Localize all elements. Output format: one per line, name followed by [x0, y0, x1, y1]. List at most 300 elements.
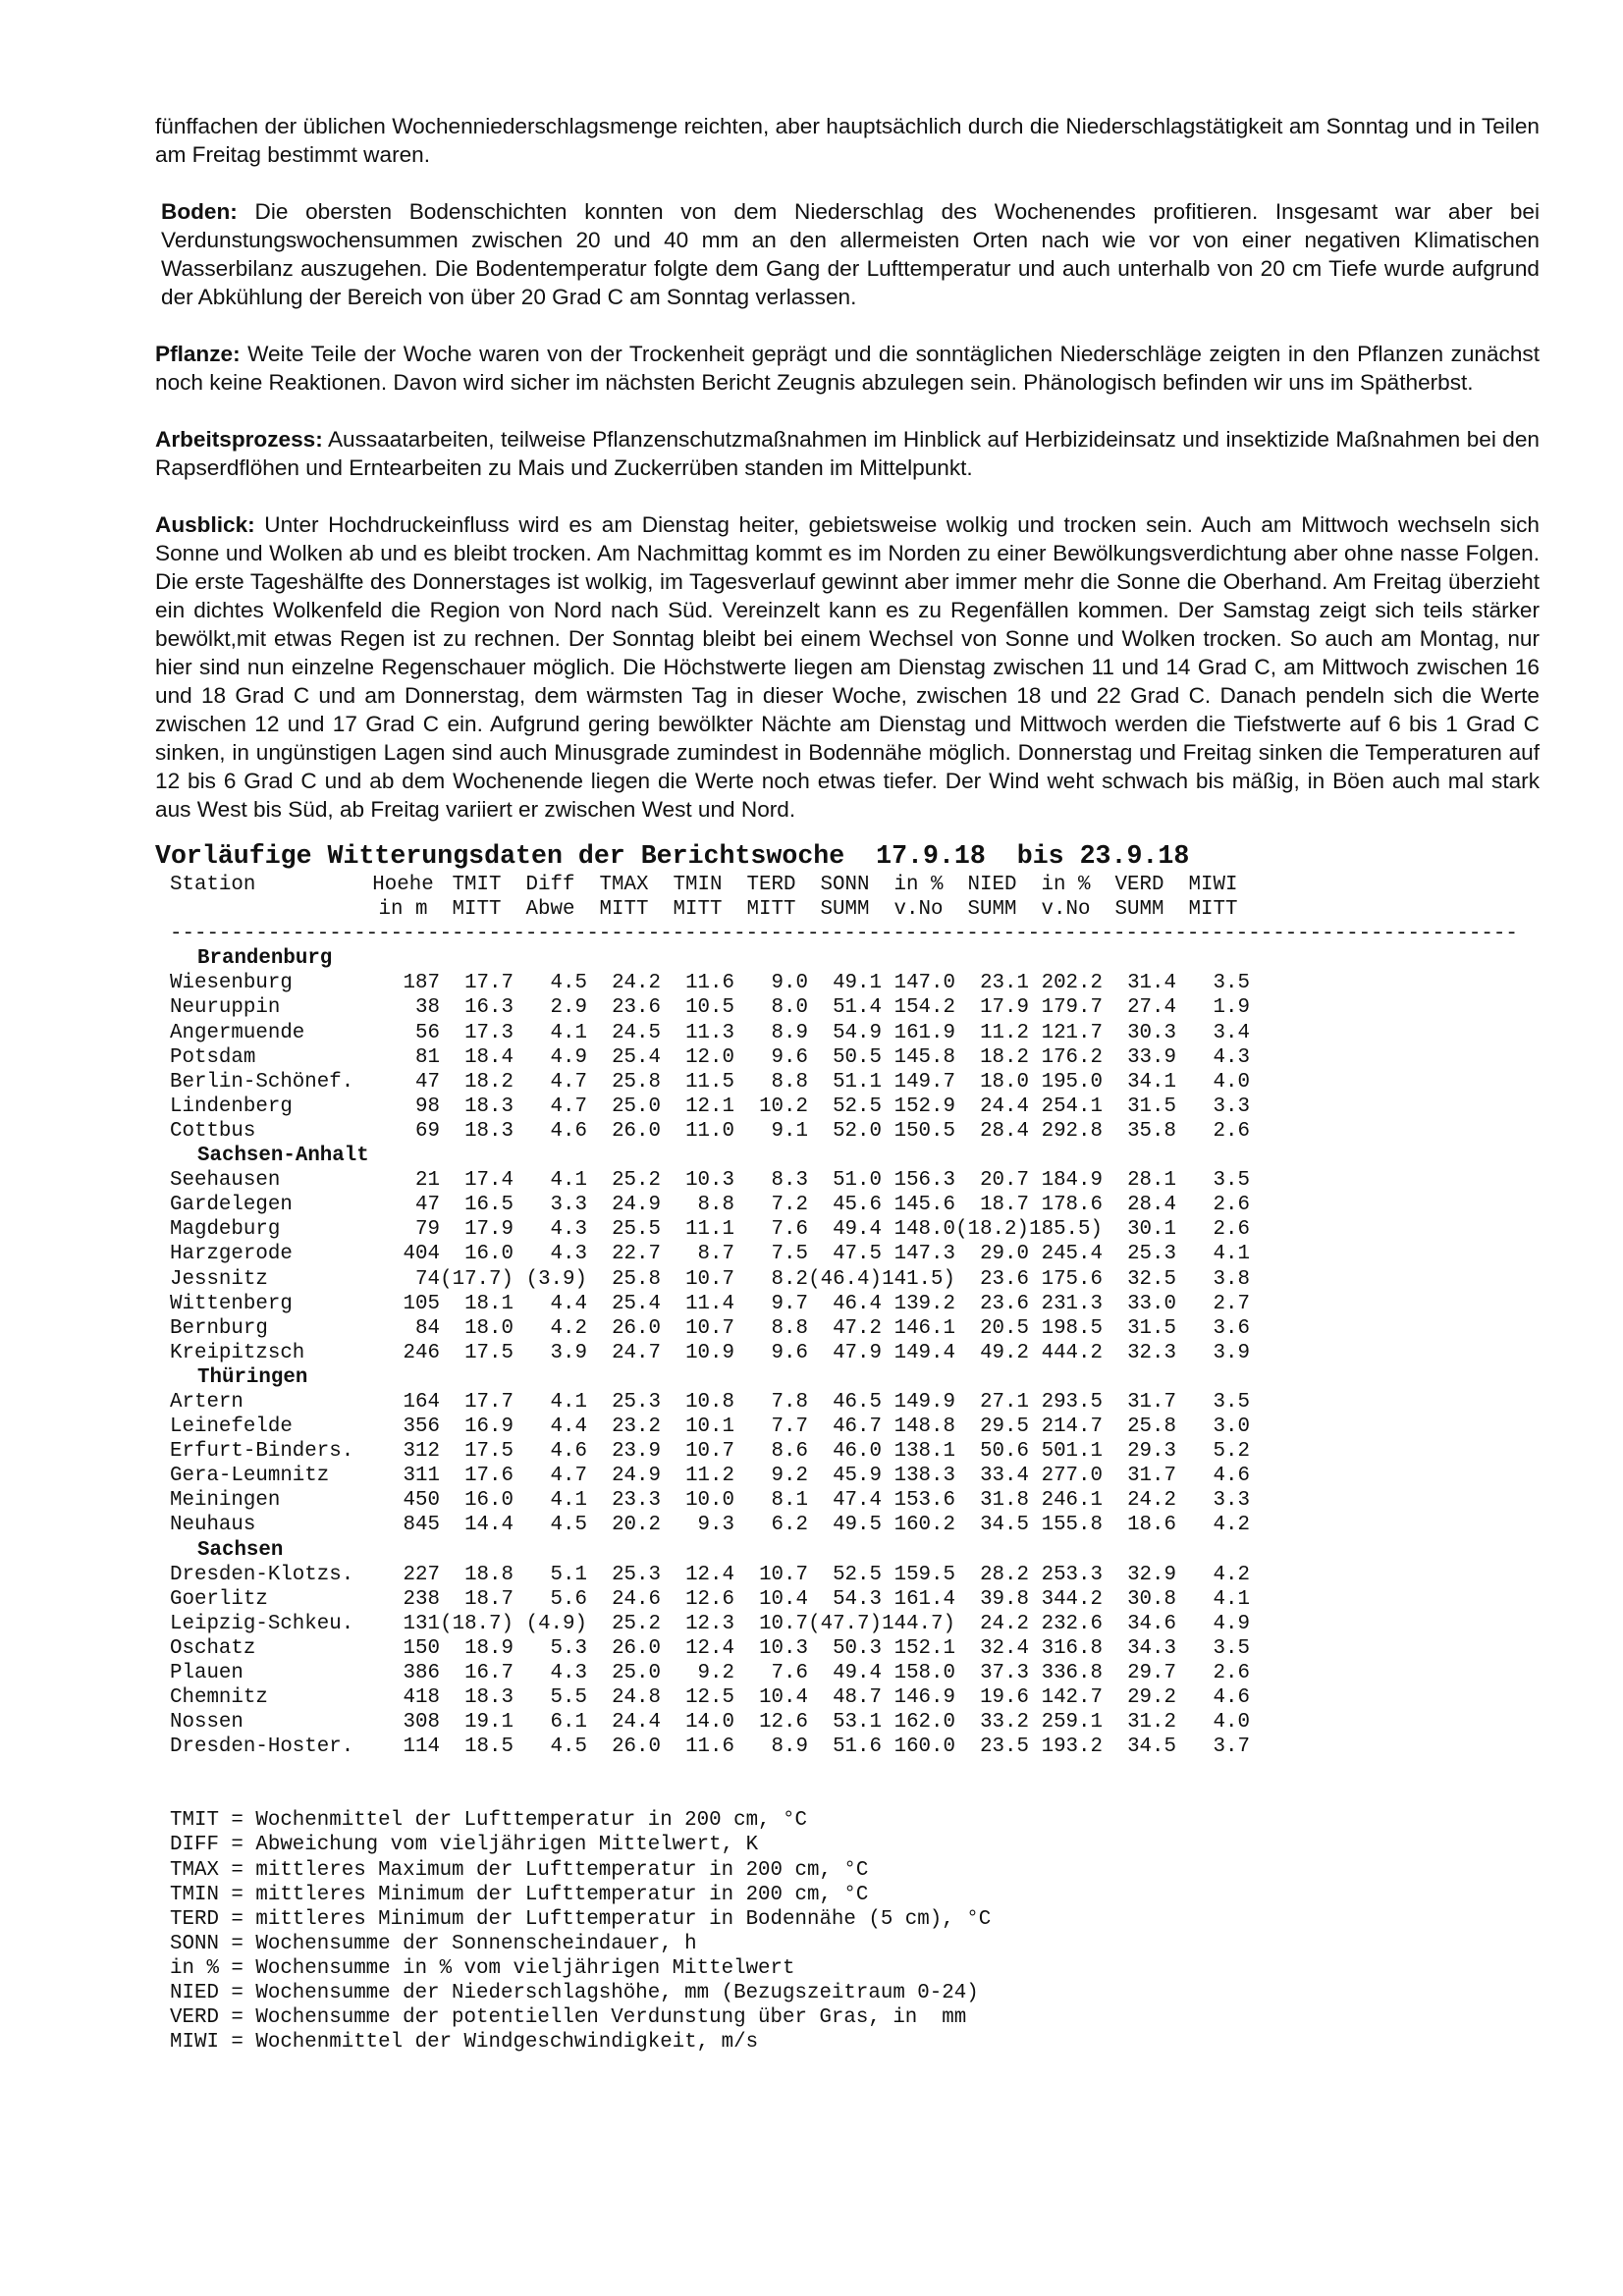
legend-line: MIWI = Wochenmittel der Windgeschwindigkeit, m/s	[170, 2031, 759, 2055]
table-cell: 54.9	[833, 1021, 882, 1044]
table-cell: 4.3	[1213, 1045, 1250, 1069]
table-cell: 4.3	[550, 1243, 587, 1266]
table-cell: 18.0	[464, 1316, 514, 1340]
table-cell: 47	[415, 1070, 440, 1094]
table-cell: 51.6	[833, 1735, 882, 1759]
table-cell: Lindenberg	[170, 1095, 293, 1118]
table-cell: 179.7	[1041, 996, 1103, 1020]
table-cell: 4.5	[550, 972, 587, 995]
table-cell: 34.1	[1127, 1070, 1176, 1094]
table-cell: 158.0	[893, 1662, 955, 1684]
table-cell: 49.5	[833, 1514, 882, 1537]
table-cell: 9.1	[771, 1119, 808, 1143]
table-header-cell: MITT	[452, 898, 502, 922]
table-cell: 33.0	[1127, 1292, 1176, 1315]
table-cell: 7.8	[771, 1390, 808, 1414]
table-cell: 23.5	[980, 1735, 1029, 1759]
document-page	[155, 112, 1540, 2055]
table-cell: 23.6	[980, 1267, 1029, 1291]
table-cell: 3.8	[1213, 1267, 1250, 1291]
table-cell: 3.6	[1213, 1316, 1250, 1340]
table-row	[170, 1021, 1540, 1045]
table-cell: 98	[415, 1095, 440, 1118]
table-cell: 3.3	[550, 1194, 587, 1217]
table-cell: 33.9	[1127, 1045, 1176, 1069]
table-cell: 147.3	[893, 1243, 955, 1266]
table-header-row	[170, 873, 1540, 897]
table-cell: 18.3	[464, 1119, 514, 1143]
table-cell: 4.4	[550, 1292, 587, 1315]
table-cell: 11.6	[685, 1735, 734, 1759]
table-cell: 25.3	[1127, 1243, 1176, 1266]
table-row	[170, 971, 1540, 995]
table-cell: 4.1	[1213, 1587, 1250, 1611]
table-cell: 150.5	[893, 1119, 955, 1143]
table-cell: 150	[403, 1636, 440, 1660]
table-cell: 18.7	[980, 1194, 1029, 1217]
table-cell: 18.3	[464, 1686, 514, 1710]
table-header-cell: MITT	[673, 898, 723, 922]
table-cell: 8.6	[771, 1440, 808, 1464]
table-cell: 178.6	[1041, 1194, 1103, 1217]
table-cell: 47.2	[833, 1316, 882, 1340]
table-cell: Meiningen	[170, 1489, 281, 1513]
table-cell: 16.0	[464, 1243, 514, 1266]
table-cell: 232.6	[1041, 1612, 1103, 1635]
table-cell: 9.2	[771, 1465, 808, 1488]
table-cell: 10.7	[685, 1267, 734, 1291]
table-cell: 25.2	[612, 1612, 661, 1635]
table-cell: 31.4	[1127, 972, 1176, 995]
table-header-cell: Diff	[525, 874, 575, 896]
table-header-cell: TMIT	[452, 874, 502, 896]
table-cell: 51.4	[833, 996, 882, 1020]
table-cell: 308	[403, 1711, 440, 1735]
table-cell: 11.2	[980, 1021, 1029, 1044]
table-cell: 54.3	[833, 1587, 882, 1611]
table-cell: 12.3	[685, 1612, 734, 1635]
table-cell: 24.9	[612, 1465, 661, 1488]
table-cell: 26.0	[612, 1735, 661, 1759]
table-cell: 149.7	[893, 1070, 955, 1094]
table-cell: 253.3	[1041, 1563, 1103, 1586]
table-cell: 17.9	[464, 1218, 514, 1242]
table-cell: 10.9	[685, 1341, 734, 1364]
table-cell: 149.4	[893, 1341, 955, 1364]
table-cell: 154.2	[893, 996, 955, 1020]
table-row	[170, 1193, 1540, 1217]
table-cell: 160.0	[893, 1735, 955, 1759]
table-cell: 11.6	[685, 972, 734, 995]
table-cell: 25.3	[612, 1390, 661, 1414]
table-cell: (18.7)	[440, 1612, 514, 1635]
table-cell: 4.3	[550, 1662, 587, 1684]
table-cell: 18.1	[464, 1292, 514, 1315]
table-cell: 8.3	[771, 1169, 808, 1193]
table-cell: 37.3	[980, 1662, 1029, 1684]
table-cell: 4.7	[550, 1465, 587, 1488]
table-cell: 34.5	[980, 1514, 1029, 1537]
table-cell: 386	[403, 1662, 440, 1684]
table-header-cell: in %	[893, 874, 944, 896]
table-cell: 187	[403, 972, 440, 995]
table-cell: 24.7	[612, 1341, 661, 1364]
table-cell: 139.2	[893, 1292, 955, 1315]
table-cell: 29.5	[980, 1415, 1029, 1439]
legend-line: in % = Wochensumme in % vom vieljährigen Mittelwert	[170, 1956, 795, 1980]
table-row	[170, 1119, 1540, 1144]
table-cell: 19.1	[464, 1711, 514, 1735]
table-cell: 24.2	[612, 972, 661, 995]
table-header-cell: VERD	[1114, 874, 1164, 896]
table-cell: 23.1	[980, 972, 1029, 995]
table-header-row	[170, 897, 1540, 922]
table-cell: 46.0	[833, 1440, 882, 1464]
table-cell: 24.4	[980, 1095, 1029, 1118]
table-cell: 3.5	[1213, 1390, 1250, 1414]
table-cell: 198.5	[1041, 1316, 1103, 1340]
table-cell: 131	[403, 1612, 440, 1635]
table-cell: 3.7	[1213, 1735, 1250, 1759]
table-cell: 30.1	[1127, 1218, 1176, 1242]
table-cell: 14.0	[685, 1711, 734, 1735]
table-cell: 20.7	[980, 1169, 1029, 1193]
table-cell: 8.9	[771, 1021, 808, 1044]
table-cell: 17.4	[464, 1169, 514, 1193]
table-cell: 3.9	[550, 1341, 587, 1364]
table-cell: 45.6	[833, 1194, 882, 1217]
table-header-cell: MITT	[746, 898, 796, 922]
table-cell: 18.4	[464, 1045, 514, 1069]
table-cell: 29.3	[1127, 1440, 1176, 1464]
table-cell: 4.9	[1213, 1612, 1250, 1635]
table-cell: 9.6	[771, 1045, 808, 1069]
table-cell: 11.3	[685, 1021, 734, 1044]
table-cell: 84	[415, 1316, 440, 1340]
table-cell: 47.5	[833, 1243, 882, 1266]
table-cell: (47.7)	[808, 1612, 882, 1635]
table-header-cell: TMAX	[599, 874, 649, 896]
table-cell: 32.3	[1127, 1341, 1176, 1364]
table-cell: (17.7)	[440, 1267, 514, 1291]
table-cell: 14.4	[464, 1514, 514, 1537]
boden-text: Die obersten Bodenschichten konnten von dem Niederschlag des Wochenendes profitieren. Insgesamt war aber bei Verdunstungswochensummen zwischen 20 und 40 mm an den allermeisten Orten nach wie vor von einer negativen Klimatischen Wasserbilanz auszugehen. Die Bodentemperatur folgte dem Gang der Lufttemperatur und auch unterhalb von 20 cm Tiefe wurde aufgrund der Abkühlung der Bereich von über 20 Grad C am Sonntag verlassen.	[161, 199, 1540, 309]
table-cell: 12.6	[759, 1711, 808, 1735]
table-cell: 52.0	[833, 1119, 882, 1143]
table-cell: 31.7	[1127, 1465, 1176, 1488]
table-cell: 8.0	[771, 996, 808, 1020]
table-cell: 12.5	[685, 1686, 734, 1710]
table-cell: Erfurt-Binders.	[170, 1440, 354, 1464]
table-cell: 49.4	[833, 1662, 882, 1684]
table-cell: 25.5	[612, 1218, 661, 1242]
table-header-cell: SUMM	[820, 898, 870, 922]
table-cell: Goerlitz	[170, 1587, 268, 1611]
legend-line: TMIN = mittleres Minimum der Lufttemperatur in 200 cm, °C	[170, 1883, 869, 1906]
table-row	[170, 1612, 1540, 1636]
table-cell: 145.8	[893, 1045, 955, 1069]
table-cell: 24.2	[1127, 1489, 1176, 1513]
legend-line: SONN = Wochensumme der Sonnenscheindauer, h	[170, 1932, 697, 1955]
table-cell: 3.0	[1213, 1415, 1250, 1439]
table-cell: 6.2	[771, 1514, 808, 1537]
table-cell: 185.5)	[1029, 1218, 1103, 1242]
table-cell: 5.6	[550, 1587, 587, 1611]
table-cell: 4.7	[550, 1070, 587, 1094]
table-cell: 18.0	[980, 1070, 1029, 1094]
table-cell: 254.1	[1041, 1095, 1103, 1118]
table-cell: 25.8	[612, 1070, 661, 1094]
table-cell: 34.5	[1127, 1735, 1176, 1759]
table-cell: 34.6	[1127, 1612, 1176, 1635]
table-cell: 24.4	[612, 1711, 661, 1735]
table-cell: 49.1	[833, 972, 882, 995]
table-cell: 18.6	[1127, 1514, 1176, 1537]
boden-label: Boden:	[161, 199, 238, 224]
table-cell: 10.8	[685, 1390, 734, 1414]
table-cell: 238	[403, 1587, 440, 1611]
table-cell: 10.3	[759, 1636, 808, 1660]
table-header-cell	[170, 897, 366, 922]
table-cell: 11.2	[685, 1465, 734, 1488]
table-cell: 23.6	[980, 1292, 1029, 1315]
table-cell: Jessnitz	[170, 1267, 268, 1291]
arbeitsprozess-text: Aussaatarbeiten, teilweise Pflanzenschutzmaßnahmen im Hinblick auf Herbizideinsatz und insektizide Maßnahmen bei den Rapserdflöhen und Erntearbeiten zu Mais und Zuckerrüben standen im Mittelpunkt.	[155, 427, 1540, 480]
table-cell: Plauen	[170, 1662, 243, 1684]
ausblick-label: Ausblick:	[155, 512, 255, 537]
table-cell: 3.5	[1213, 1169, 1250, 1193]
table-cell: 292.8	[1041, 1119, 1103, 1143]
table-cell: 81	[415, 1045, 440, 1069]
table-cell: 444.2	[1041, 1341, 1103, 1364]
table-cell: 246	[403, 1341, 440, 1364]
table-cell: 12.6	[685, 1587, 734, 1611]
table-header-cell: MITT	[599, 898, 649, 922]
table-cell: 10.7	[685, 1316, 734, 1340]
table-cell: 25.3	[612, 1563, 661, 1586]
table-row	[170, 1045, 1540, 1070]
table-cell: 7.7	[771, 1415, 808, 1439]
table-cell: Potsdam	[170, 1045, 256, 1069]
table-cell: 356	[403, 1415, 440, 1439]
table-cell: 52.5	[833, 1563, 882, 1586]
table-cell: 9.0	[771, 972, 808, 995]
table-header-cell: v.No	[893, 898, 944, 922]
table-cell: 33.4	[980, 1465, 1029, 1488]
table-cell: 246.1	[1041, 1489, 1103, 1513]
table-cell: 184.9	[1041, 1169, 1103, 1193]
table-cell: 79	[415, 1218, 440, 1242]
table-row	[170, 995, 1540, 1020]
table-cell: 4.1	[550, 1390, 587, 1414]
table-cell: 47	[415, 1194, 440, 1217]
table-cell: 114	[403, 1735, 440, 1759]
table-row	[170, 1661, 1540, 1685]
table-cell: 3.3	[1213, 1095, 1250, 1118]
table-cell: Neuhaus	[170, 1514, 256, 1537]
table-cell: 10.2	[759, 1095, 808, 1118]
table-cell: 25.0	[612, 1662, 661, 1684]
table-row	[170, 1735, 1540, 1759]
table-header-cell: SUMM	[1114, 898, 1164, 922]
table-cell: 20.5	[980, 1316, 1029, 1340]
table-cell: 4.9	[550, 1045, 587, 1069]
table-cell: 24.6	[612, 1587, 661, 1611]
table-row	[170, 1710, 1540, 1735]
table-cell: 148.0	[893, 1218, 955, 1242]
table-header-cell: Abwe	[525, 898, 575, 922]
table-cell: 2.6	[1213, 1194, 1250, 1217]
legend-line: VERD = Wochensumme der potentiellen Verdunstung über Gras, in mm	[170, 2006, 967, 2030]
table-cell: 18.7	[464, 1587, 514, 1611]
table-cell: Berlin-Schönef.	[170, 1070, 354, 1094]
table-cell: Harzgerode	[170, 1243, 293, 1266]
table-cell: 3.9	[1213, 1341, 1250, 1364]
table-cell: 10.7	[685, 1440, 734, 1464]
table-cell: Cottbus	[170, 1119, 256, 1143]
table-cell: 8.2	[771, 1267, 808, 1291]
table-cell: 17.7	[464, 1390, 514, 1414]
arbeitsprozess-paragraph	[155, 425, 1540, 482]
table-cell: 450	[403, 1489, 440, 1513]
weather-table-body	[170, 873, 1540, 1759]
table-row	[170, 1095, 1540, 1119]
table-cell: 34.3	[1127, 1636, 1176, 1660]
table-header-cell: TMIN	[673, 874, 723, 896]
table-cell: 26.0	[612, 1636, 661, 1660]
table-cell: 49.4	[833, 1218, 882, 1242]
table-group-heading: Brandenburg	[197, 947, 333, 971]
table-header-cell: NIED	[967, 874, 1017, 896]
table-cell: 10.1	[685, 1415, 734, 1439]
table-cell: 24.2	[980, 1612, 1029, 1635]
table-cell: 4.1	[550, 1169, 587, 1193]
table-cell: 25.2	[612, 1169, 661, 1193]
table-cell: Leinefelde	[170, 1415, 293, 1439]
table-cell: 11.1	[685, 1218, 734, 1242]
table-cell: 1.9	[1213, 996, 1250, 1020]
table-cell: 4.2	[1213, 1563, 1250, 1586]
table-cell: 2.9	[550, 996, 587, 1020]
table-cell: Gardelegen	[170, 1194, 293, 1217]
table-cell: 26.0	[612, 1119, 661, 1143]
table-cell: 155.8	[1041, 1514, 1103, 1537]
legend	[170, 1808, 1540, 2055]
table-cell: 6.1	[550, 1711, 587, 1735]
table-cell: 7.6	[771, 1218, 808, 1242]
table-cell: Wiesenburg	[170, 972, 293, 995]
table-cell: 8.8	[771, 1316, 808, 1340]
table-cell: 48.7	[833, 1686, 882, 1710]
table-cell: 105	[403, 1292, 440, 1315]
table-cell: 2.6	[1213, 1119, 1250, 1143]
table-row	[170, 1341, 1540, 1365]
table-cell: 12.0	[685, 1045, 734, 1069]
table-cell: 4.0	[1213, 1070, 1250, 1094]
table-cell: 9.2	[697, 1662, 734, 1684]
table-cell: 152.1	[893, 1636, 955, 1660]
table-cell: 35.8	[1127, 1119, 1176, 1143]
table-cell: 5.3	[550, 1636, 587, 1660]
table-cell: 17.5	[464, 1341, 514, 1364]
table-cell: 12.4	[685, 1563, 734, 1586]
table-cell: 9.3	[697, 1514, 734, 1537]
table-cell: 11.0	[685, 1119, 734, 1143]
table-cell: Neuruppin	[170, 996, 281, 1020]
table-cell: 18.2	[464, 1070, 514, 1094]
table-cell: 74	[415, 1267, 440, 1291]
table-cell: 31.5	[1127, 1316, 1176, 1340]
table-cell: 4.4	[550, 1415, 587, 1439]
table-cell: 159.5	[893, 1563, 955, 1586]
table-cell: 49.2	[980, 1341, 1029, 1364]
legend-line: NIED = Wochensumme der Niederschlagshöhe, mm (Bezugszeitraum 0-24)	[170, 1982, 979, 2005]
table-cell: 3.4	[1213, 1021, 1250, 1044]
table-cell: 17.7	[464, 972, 514, 995]
table-row	[170, 1217, 1540, 1242]
table-cell: 144.7)	[882, 1612, 955, 1635]
table-cell: 10.4	[759, 1686, 808, 1710]
table-cell: 138.3	[893, 1465, 955, 1488]
table-cell: 23.2	[612, 1415, 661, 1439]
table-cell: 18.3	[464, 1095, 514, 1118]
table-cell: 141.5)	[882, 1267, 955, 1291]
table-cell: 46.7	[833, 1415, 882, 1439]
boden-paragraph	[155, 197, 1540, 311]
table-cell: 18.5	[464, 1735, 514, 1759]
table-cell: 30.8	[1127, 1587, 1176, 1611]
table-cell: 33.2	[980, 1711, 1029, 1735]
table-cell: 24.9	[612, 1194, 661, 1217]
table-header-cell: SONN	[820, 874, 870, 896]
table-header-cell: MITT	[1188, 898, 1238, 922]
table-cell: 227	[403, 1563, 440, 1586]
table-cell: 16.9	[464, 1415, 514, 1439]
table-cell: Gera-Leumnitz	[170, 1465, 330, 1488]
table-cell: 25.4	[612, 1045, 661, 1069]
table-title: Vorläufige Witterungsdaten der Berichtswoche 17.9.18 bis 23.9.18	[155, 841, 1190, 871]
pflanze-text: Weite Teile der Woche waren von der Trockenheit geprägt und die sonntäglichen Niederschläge zeigten in den Pflanzen zunächst noch keine Reaktionen. Davon wird sicher im nächsten Bericht Zeugnis abzulegen sein. Phänologisch befinden wir uns im Spätherbst.	[155, 342, 1540, 395]
table-cell: 22.7	[612, 1243, 661, 1266]
table-cell: 845	[403, 1514, 440, 1537]
table-group-heading: Thüringen	[197, 1365, 308, 1389]
table-cell: 160.2	[893, 1514, 955, 1537]
table-cell: 4.2	[1213, 1514, 1250, 1537]
table-cell: 4.1	[1213, 1243, 1250, 1266]
table-row	[170, 1636, 1540, 1661]
table-cell: Dresden-Klotzs.	[170, 1563, 354, 1586]
table-header-cell: Hoehe	[372, 874, 434, 896]
table-cell: 8.8	[771, 1070, 808, 1094]
table-cell: Seehausen	[170, 1169, 281, 1193]
table-cell: 145.6	[893, 1194, 955, 1217]
table-cell: 29.2	[1127, 1686, 1176, 1710]
table-cell: 4.7	[550, 1095, 587, 1118]
legend-line: TMAX = mittleres Maximum der Lufttemperatur in 200 cm, °C	[170, 1858, 869, 1882]
table-cell: 16.5	[464, 1194, 514, 1217]
table-cell: 28.1	[1127, 1169, 1176, 1193]
table-cell: 4.5	[550, 1735, 587, 1759]
table-cell: 277.0	[1041, 1465, 1103, 1488]
table-cell: 418	[403, 1686, 440, 1710]
table-cell: 31.2	[1127, 1711, 1176, 1735]
table-cell: 164	[403, 1390, 440, 1414]
table-cell: 8.1	[771, 1489, 808, 1513]
table-row	[170, 1415, 1540, 1439]
table-cell: 9.6	[771, 1341, 808, 1364]
table-cell: 16.7	[464, 1662, 514, 1684]
table-cell: 12.1	[685, 1095, 734, 1118]
